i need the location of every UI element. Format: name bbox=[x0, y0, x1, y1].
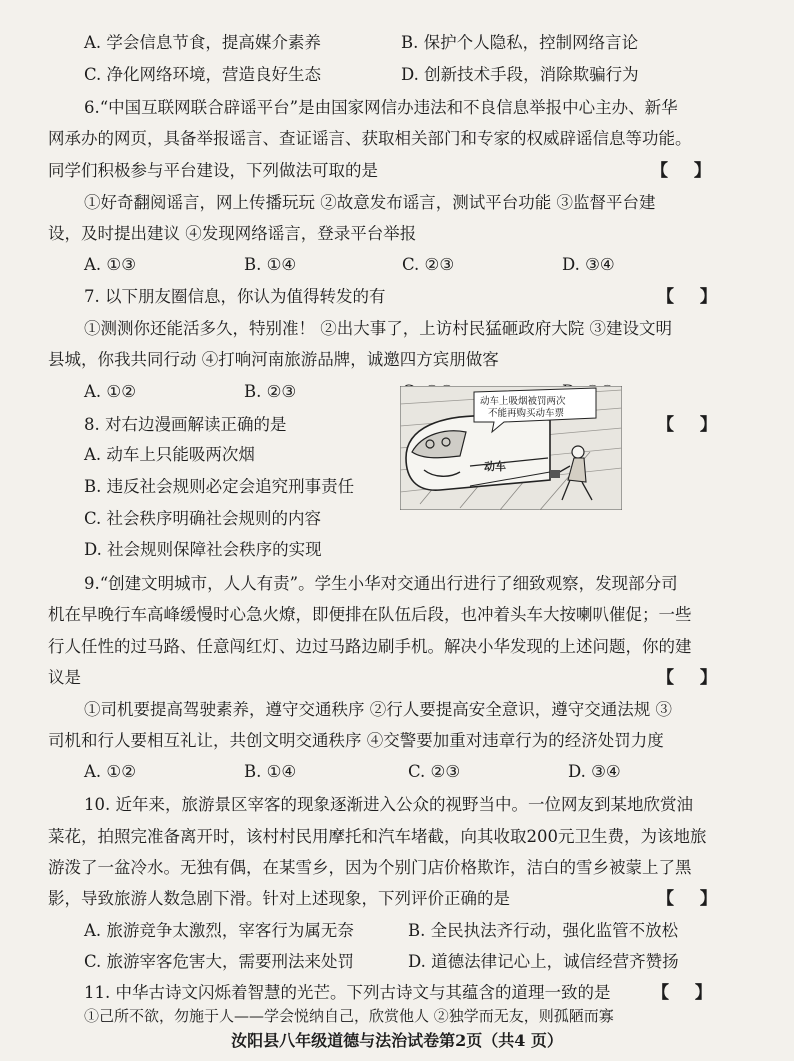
q10-options-row-1 bbox=[0, 916, 794, 946]
q10-answer-bracket[interactable]: 【 】 bbox=[657, 889, 727, 909]
q8-option-d-line bbox=[0, 535, 794, 565]
q6-stem-line-1: 6.“中国互联网联合辟谣平台”是由国家网信办违法和不良信息举报中心主办、新华 bbox=[84, 98, 678, 117]
q5-option-c: C. 净化网络环境，营造良好生态 bbox=[84, 65, 322, 84]
q8-cartoon-train-label: 动车 bbox=[484, 460, 506, 473]
q8-answer-bracket[interactable]: 【 】 bbox=[657, 415, 727, 435]
q9-items-line-2: 司机和行人要相互礼让，共创文明交通秩序 ④交警要加重对违章行为的经济处罚力度 bbox=[48, 731, 664, 750]
q10-options-row-2 bbox=[0, 947, 794, 977]
q8-option-a-line bbox=[0, 440, 794, 470]
q6-stem-line-2: 网承办的网页，具备举报谣言、查证谣言、获取相关部门和专家的权威辟谣信息等功能。 bbox=[48, 129, 692, 148]
q8-option-c-line bbox=[0, 504, 794, 534]
q7-answer-bracket[interactable]: 【 】 bbox=[657, 287, 727, 307]
q6-items-line-2: 设，及时提出建议 ④发现网络谣言，登录平台举报 bbox=[48, 224, 417, 243]
q9-stem-line-1: 9.“创建文明城市，人人有责”。学生小华对交通出行进行了细致观察，发现部分司 bbox=[84, 574, 678, 593]
q8-cartoon-image bbox=[400, 386, 622, 510]
q6-option-b: B. ①④ bbox=[244, 255, 297, 274]
q7-options bbox=[0, 377, 794, 407]
q11-stem: 11. 中华古诗文闪烁着智慧的光芒。下列古诗文与其蕴含的道理一致的是 【 】 bbox=[0, 978, 794, 1008]
q10-option-a: A. 旅游竞争太激烈，宰客行为属无奈 bbox=[84, 921, 354, 940]
q11-answer-bracket[interactable]: 【 】 bbox=[652, 983, 722, 1003]
q6-answer-bracket[interactable]: 【 】 bbox=[651, 161, 721, 181]
q8-stem: 8. 对右边漫画解读正确的是 【 】 bbox=[0, 410, 794, 440]
q9-items-line-1: ①司机要提高驾驶素养，遵守交通秩序 ②行人要提高安全意识，遵守交通法规 ③ bbox=[84, 700, 672, 719]
q9-options bbox=[0, 757, 794, 787]
q7-items-line-1: ①测测你还能活多久，特别准！ ②出大事了，上访村民猛砸政府大院 ③建设文明 bbox=[84, 319, 672, 338]
q10-option-c: C. 旅游宰客危害大，需要刑法来处罚 bbox=[84, 952, 355, 971]
q8-option-b: B. 违反社会规则必定会追究刑事责任 bbox=[84, 477, 355, 496]
q5-row-1 bbox=[0, 28, 794, 58]
q9-option-a: A. ①② bbox=[84, 762, 136, 781]
q10-stem-line-4: 影，导致旅游人数急剧下滑。针对上述现象，下列评价正确的是 【 】 bbox=[0, 884, 794, 914]
q9-option-d: D. ③④ bbox=[568, 762, 621, 781]
q5-option-b: B. 保护个人隐私，控制网络言论 bbox=[401, 33, 639, 52]
q7-stem: 7. 以下朋友圈信息，你认为值得转发的有 【 】 bbox=[0, 282, 794, 312]
q10-stem-line-1: 10. 近年来，旅游景区宰客的现象逐渐进入公众的视野当中。一位网友到某地欣赏油 bbox=[84, 795, 693, 814]
q8-option-d: D. 社会规则保障社会秩序的实现 bbox=[84, 540, 322, 559]
q8-cartoon-caption-1: 动车上吸烟被罚两次 bbox=[480, 396, 566, 407]
q6-option-a: A. ①③ bbox=[84, 255, 136, 274]
q5-row-2 bbox=[0, 60, 794, 90]
q6-option-c: C. ②③ bbox=[402, 255, 455, 274]
q8-option-c: C. 社会秩序明确社会规则的内容 bbox=[84, 509, 322, 528]
q9-answer-bracket[interactable]: 【 】 bbox=[657, 668, 727, 688]
q10-option-b: B. 全民执法齐行动，强化监管不放松 bbox=[408, 921, 679, 940]
q6-items-line-1: ①好奇翻阅谣言，网上传播玩玩 ②故意发布谣言，测试平台功能 ③监督平台建 bbox=[84, 193, 656, 212]
q7-items-line-2: 县城，你我共同行动 ④打响河南旅游品牌，诚邀四方宾朋做客 bbox=[48, 350, 499, 369]
q5-option-a: A. 学会信息节食，提高媒介素养 bbox=[84, 33, 321, 52]
q7-option-a: A. ①② bbox=[84, 382, 136, 401]
page-footer: 汝阳县八年级道德与法治试卷第2页（共4 页） bbox=[231, 1031, 563, 1050]
q7-option-b: B. ②③ bbox=[244, 382, 297, 401]
q6-stem-line-3: 同学们积极参与平台建设，下列做法可取的是 【 】 bbox=[0, 156, 794, 186]
q11-items-line-1: ①己所不欲，勿施于人——学会悦纳自己，欣赏他人 ②独学而无友，则孤陋而寡 bbox=[84, 1007, 614, 1025]
q8-option-b-line bbox=[0, 472, 794, 502]
q6-options bbox=[0, 250, 794, 280]
q9-stem-line-4: 议是 【 】 bbox=[0, 663, 794, 693]
q6-option-d: D. ③④ bbox=[562, 255, 615, 274]
q10-stem-line-3: 游泼了一盆冷水。无独有偶，在某雪乡，因为个别门店价格欺诈，洁白的雪乡被蒙上了黑 bbox=[48, 858, 692, 877]
q8-cartoon-caption-2: 不能再购买动车票 bbox=[488, 408, 565, 419]
q9-stem-line-2: 机在早晚行车高峰缓慢时心急火燎，即便排在队伍后段，也冲着头车大按喇叭催促；一些 bbox=[48, 605, 692, 624]
q9-option-c: C. ②③ bbox=[408, 762, 461, 781]
q8-option-a: A. 动车上只能吸两次烟 bbox=[84, 445, 255, 464]
q9-option-b: B. ①④ bbox=[244, 762, 297, 781]
q10-option-d: D. 道德法律记心上，诚信经营齐赞扬 bbox=[408, 952, 679, 971]
q10-stem-line-2: 菜花，拍照完准备离开时，该村村民用摩托和汽车堵截，向其收取200元卫生费，为该地旅 bbox=[48, 827, 707, 846]
q9-stem-line-3: 行人任性的过马路、任意闯红灯、边过马路边刷手机。解决小华发现的上述问题，你的建 bbox=[48, 637, 692, 656]
q5-option-d: D. 创新技术手段，消除欺骗行为 bbox=[401, 65, 639, 84]
